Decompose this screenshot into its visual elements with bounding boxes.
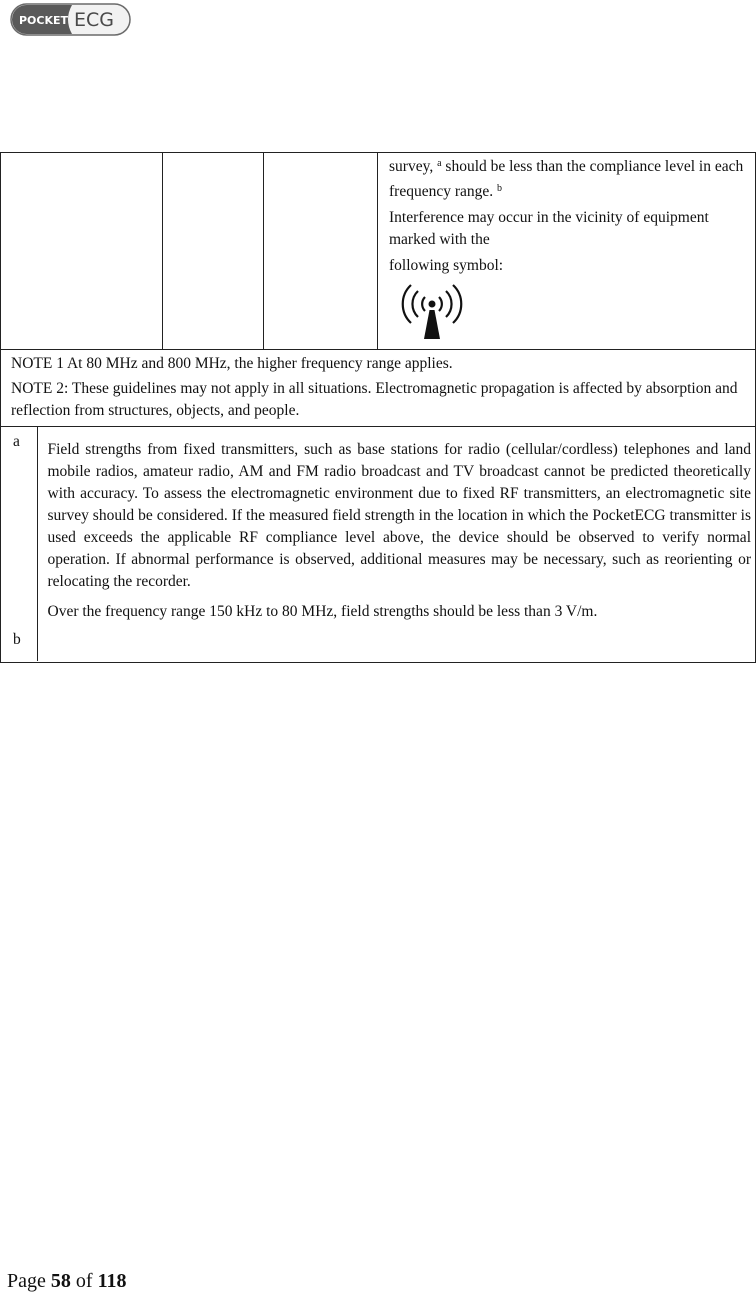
emc-guidance-table (0, 152, 756, 663)
compliance-text: survey, $^a$ should be less than the compliance level in each frequency range. $^b$ (389, 158, 744, 200)
footnote-letters-cell (1, 427, 37, 661)
notes-cell (1, 350, 756, 427)
footnote-label-b: b (13, 631, 21, 648)
pocketecg-logo (10, 3, 131, 36)
empty-cell-3 (264, 153, 378, 350)
footnotes-container (1, 427, 756, 663)
guidance-continuation-cell (378, 153, 756, 350)
page-number: Page 58 of 118 (7, 1270, 127, 1292)
footnote-label-a: a (13, 433, 20, 450)
footnote-ref-b: b (497, 183, 503, 194)
symbol-label: following symbol: (389, 257, 504, 274)
footnote-b-text: Over the frequency range 150 kHz to 80 MHz, field strengths should be less than 3 V/m. (47, 603, 598, 620)
note-1: NOTE 1 At 80 MHz and 800 MHz, the higher frequency range applies. (11, 355, 453, 372)
continuation-row (1, 153, 756, 350)
footnote-text-cell (37, 427, 755, 661)
logo-text-ecg: ECG (74, 9, 114, 31)
footnotes-inner-table (1, 427, 755, 661)
note-2: NOTE 2: These guidelines may not apply in all situations. Electromagnetic propagation is affected by absorption and reflection from structures, objects, and people. (11, 380, 738, 419)
empty-cell-2 (163, 153, 264, 350)
logo-text-pocket: POCKET (19, 14, 69, 27)
empty-cell-1 (1, 153, 163, 350)
notes-row (1, 350, 756, 427)
footnotes-row (1, 427, 756, 663)
current-page: 58 (50, 1270, 71, 1292)
footnote-a-text: Field strengths from fixed transmitters, such as base stations for radio (cellular/cordless) telephones and land mobile radios, amateur radio, AM and FM radio broadcast and TV broadcast cannot be predicted theoretically with accuracy. To assess the electromagnetic environment due to fixed RF transmitters, an electromagnetic site survey should be considered. If the measured field strength in the location in which the PocketECG transmitter is used exceeds the applicable RF compliance level above, the device should be observed to verify normal operation. If abnormal performance is observed, additional measures may be necessary, such as reorienting or relocating the recorder. (47, 441, 751, 590)
total-pages: 118 (97, 1270, 127, 1292)
interference-text: Interference may occur in the vicinity of equipment marked with the (389, 209, 709, 248)
non-ionizing-radiation-icon (399, 283, 465, 341)
footnotes-inner-row (1, 427, 755, 661)
footnote-ref-a: a (437, 158, 442, 169)
